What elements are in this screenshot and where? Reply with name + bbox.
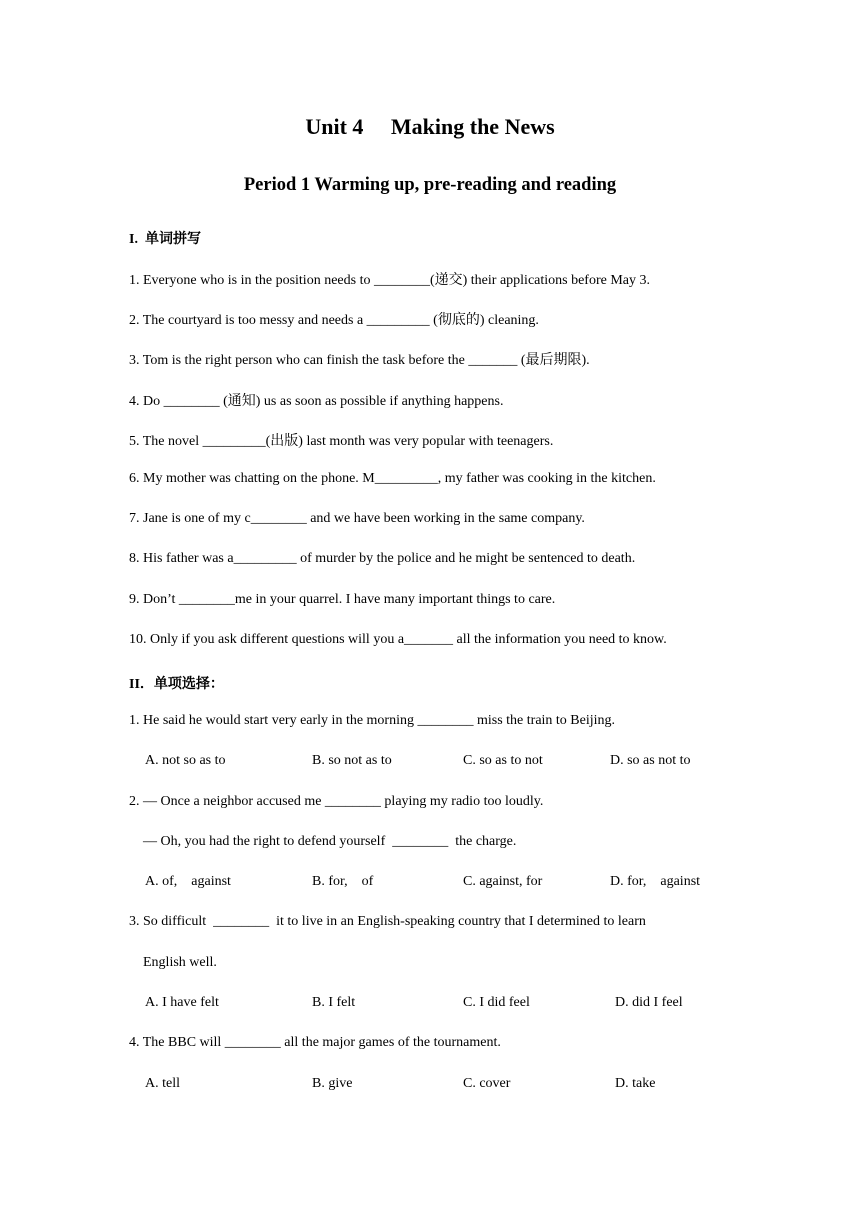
vocab-item: 10. Only if you ask different questions will you a_______ all the information you need to know. — [129, 632, 667, 647]
vocab-item: 9. Don’t ________me in your quarrel. I have many important things to care. — [129, 592, 556, 607]
answer-option: D. take — [615, 1076, 656, 1091]
page-title: Unit 4 Making the News — [305, 114, 555, 139]
vocab-item: 7. Jane is one of my c________ and we have been working in the same company. — [129, 511, 585, 526]
answer-option: A. not so as to — [145, 753, 226, 768]
vocab-item: 4. Do ________ (通知) us as soon as possible if anything happens. — [129, 394, 504, 409]
answer-option: C. so as to not — [463, 753, 543, 768]
answer-option: C. against, for — [463, 874, 543, 889]
answer-option: A. I have felt — [145, 995, 219, 1010]
answer-option: D. so as not to — [610, 753, 691, 768]
answer-option: A. of, against — [145, 874, 231, 889]
answer-option: B. give — [312, 1076, 353, 1091]
section1-heading: I. 单词拼写 — [129, 232, 201, 247]
question-stem: English well. — [129, 955, 217, 970]
page-subtitle: Period 1 Warming up, pre-reading and reading — [243, 175, 617, 195]
answer-option: B. so not as to — [312, 753, 392, 768]
answer-option: D. did I feel — [615, 995, 683, 1010]
vocab-item: 5. The novel _________(出版) last month was very popular with teenagers. — [129, 434, 554, 449]
answer-option: B. I felt — [312, 995, 356, 1010]
answer-option: B. for, of — [312, 874, 374, 889]
vocab-item: 2. The courtyard is too messy and needs a _________ (彻底的) cleaning. — [129, 313, 539, 328]
answer-option: C. I did feel — [463, 995, 530, 1010]
vocab-item: 8. His father was a_________ of murder by the police and he might be sentenced to death. — [129, 551, 636, 566]
question-stem: 4. The BBC will ________ all the major games of the tournament. — [129, 1035, 501, 1050]
answer-option: C. cover — [463, 1076, 511, 1091]
section2-heading: II．单项选择： — [129, 677, 224, 692]
question-stem: 3. So difficult ________ it to live in an English-speaking country that I determined to learn — [129, 914, 646, 929]
question-stem: 1. He said he would start very early in the morning ________ miss the train to Beijing. — [129, 713, 616, 728]
question-stem: — Oh, you had the right to defend yourself ________ the charge. — [129, 834, 517, 849]
vocab-item: 1. Everyone who is in the position needs to ________(递交) their applications before May 3. — [129, 273, 651, 288]
answer-option: A. tell — [145, 1076, 180, 1091]
vocab-item: 3. Tom is the right person who can finish the task before the _______ (最后期限). — [129, 353, 590, 368]
question-stem: 2. — Once a neighbor accused me ________ playing my radio too loudly. — [129, 794, 544, 809]
answer-option: D. for, against — [610, 874, 701, 889]
vocab-item: 6. My mother was chatting on the phone. M_________, my father was cooking in the kitchen. — [129, 471, 656, 486]
